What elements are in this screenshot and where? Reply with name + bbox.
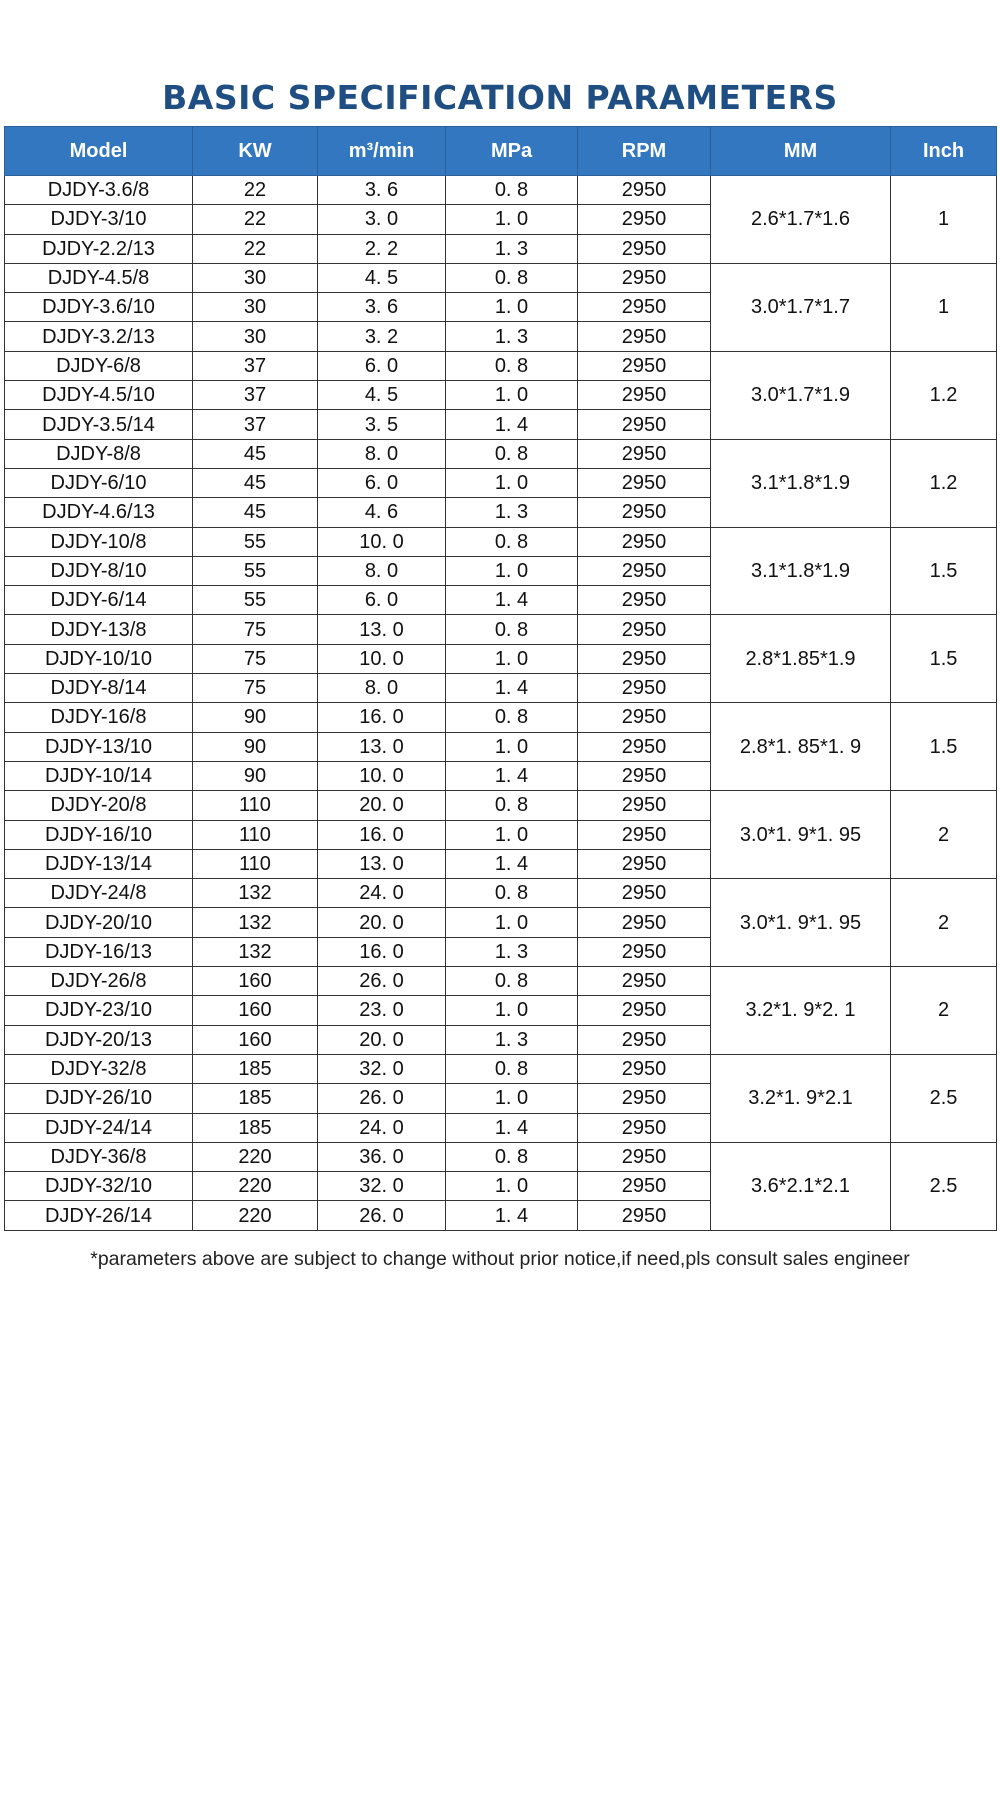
pressure-cell: 1. 3 bbox=[446, 498, 578, 527]
pressure-cell: 1. 4 bbox=[446, 761, 578, 790]
model-cell: DJDY-32/10 bbox=[5, 1172, 193, 1201]
model-cell: DJDY-16/8 bbox=[5, 703, 193, 732]
model-cell: DJDY-8/14 bbox=[5, 674, 193, 703]
model-cell: DJDY-32/8 bbox=[5, 1054, 193, 1083]
kw-cell: 160 bbox=[193, 1025, 318, 1054]
flow-cell: 20. 0 bbox=[318, 1025, 446, 1054]
model-cell: DJDY-3.6/10 bbox=[5, 293, 193, 322]
inch-cell: 2 bbox=[891, 879, 997, 967]
kw-cell: 110 bbox=[193, 849, 318, 878]
flow-cell: 13. 0 bbox=[318, 732, 446, 761]
rpm-cell: 2950 bbox=[578, 908, 711, 937]
inch-cell: 1.5 bbox=[891, 703, 997, 791]
pressure-cell: 0. 8 bbox=[446, 615, 578, 644]
kw-cell: 220 bbox=[193, 1172, 318, 1201]
pressure-cell: 1. 0 bbox=[446, 732, 578, 761]
header-row bbox=[5, 127, 997, 176]
flow-cell: 6. 0 bbox=[318, 586, 446, 615]
inch-cell: 1.5 bbox=[891, 615, 997, 703]
kw-cell: 132 bbox=[193, 937, 318, 966]
pressure-cell: 1. 0 bbox=[446, 1172, 578, 1201]
kw-cell: 160 bbox=[193, 967, 318, 996]
flow-cell: 13. 0 bbox=[318, 615, 446, 644]
table-row bbox=[5, 527, 997, 556]
mm-cell: 3.0*1.7*1.9 bbox=[711, 351, 891, 439]
kw-cell: 110 bbox=[193, 791, 318, 820]
kw-cell: 22 bbox=[193, 234, 318, 263]
rpm-cell: 2950 bbox=[578, 703, 711, 732]
rpm-cell: 2950 bbox=[578, 410, 711, 439]
table-row bbox=[5, 967, 997, 996]
flow-cell: 24. 0 bbox=[318, 1113, 446, 1142]
flow-cell: 6. 0 bbox=[318, 468, 446, 497]
rpm-cell: 2950 bbox=[578, 820, 711, 849]
flow-cell: 20. 0 bbox=[318, 791, 446, 820]
pressure-cell: 0. 8 bbox=[446, 527, 578, 556]
model-cell: DJDY-20/8 bbox=[5, 791, 193, 820]
pressure-cell: 0. 8 bbox=[446, 351, 578, 380]
rpm-cell: 2950 bbox=[578, 1084, 711, 1113]
kw-cell: 37 bbox=[193, 381, 318, 410]
rpm-cell: 2950 bbox=[578, 439, 711, 468]
pressure-cell: 1. 0 bbox=[446, 996, 578, 1025]
flow-cell: 32. 0 bbox=[318, 1054, 446, 1083]
header-model: Model bbox=[5, 127, 193, 176]
mm-cell: 3.1*1.8*1.9 bbox=[711, 527, 891, 615]
flow-cell: 26. 0 bbox=[318, 1084, 446, 1113]
mm-cell: 2.8*1. 85*1. 9 bbox=[711, 703, 891, 791]
inch-cell: 1.5 bbox=[891, 527, 997, 615]
flow-cell: 10. 0 bbox=[318, 761, 446, 790]
model-cell: DJDY-3.5/14 bbox=[5, 410, 193, 439]
model-cell: DJDY-20/10 bbox=[5, 908, 193, 937]
table-row bbox=[5, 1054, 997, 1083]
pressure-cell: 1. 4 bbox=[446, 586, 578, 615]
table-row bbox=[5, 263, 997, 292]
pressure-cell: 0. 8 bbox=[446, 1142, 578, 1171]
kw-cell: 45 bbox=[193, 498, 318, 527]
inch-cell: 2.5 bbox=[891, 1142, 997, 1230]
kw-cell: 22 bbox=[193, 176, 318, 205]
mm-cell: 2.6*1.7*1.6 bbox=[711, 176, 891, 264]
pressure-cell: 1. 0 bbox=[446, 205, 578, 234]
mm-cell: 3.6*2.1*2.1 bbox=[711, 1142, 891, 1230]
rpm-cell: 2950 bbox=[578, 322, 711, 351]
kw-cell: 220 bbox=[193, 1142, 318, 1171]
header-inch: Inch bbox=[891, 127, 997, 176]
footnote: *parameters above are subject to change without prior notice,if need,pls consult sales engineer bbox=[90, 1248, 910, 1270]
flow-cell: 4. 5 bbox=[318, 263, 446, 292]
pressure-cell: 1. 4 bbox=[446, 410, 578, 439]
model-cell: DJDY-4.5/10 bbox=[5, 381, 193, 410]
model-cell: DJDY-36/8 bbox=[5, 1142, 193, 1171]
model-cell: DJDY-26/10 bbox=[5, 1084, 193, 1113]
rpm-cell: 2950 bbox=[578, 205, 711, 234]
flow-cell: 2. 2 bbox=[318, 234, 446, 263]
rpm-cell: 2950 bbox=[578, 879, 711, 908]
rpm-cell: 2950 bbox=[578, 556, 711, 585]
model-cell: DJDY-13/14 bbox=[5, 849, 193, 878]
mm-cell: 3.2*1. 9*2. 1 bbox=[711, 967, 891, 1055]
spec-table bbox=[4, 126, 997, 1231]
inch-cell: 1 bbox=[891, 263, 997, 351]
flow-cell: 16. 0 bbox=[318, 937, 446, 966]
flow-cell: 8. 0 bbox=[318, 556, 446, 585]
table-row bbox=[5, 703, 997, 732]
kw-cell: 185 bbox=[193, 1084, 318, 1113]
header-kw: KW bbox=[193, 127, 318, 176]
pressure-cell: 0. 8 bbox=[446, 263, 578, 292]
model-cell: DJDY-8/10 bbox=[5, 556, 193, 585]
table-row bbox=[5, 176, 997, 205]
rpm-cell: 2950 bbox=[578, 996, 711, 1025]
flow-cell: 3. 0 bbox=[318, 205, 446, 234]
pressure-cell: 0. 8 bbox=[446, 967, 578, 996]
kw-cell: 37 bbox=[193, 351, 318, 380]
model-cell: DJDY-26/14 bbox=[5, 1201, 193, 1230]
model-cell: DJDY-23/10 bbox=[5, 996, 193, 1025]
inch-cell: 1 bbox=[891, 176, 997, 264]
rpm-cell: 2950 bbox=[578, 1201, 711, 1230]
kw-cell: 30 bbox=[193, 322, 318, 351]
rpm-cell: 2950 bbox=[578, 732, 711, 761]
spec-table-body bbox=[5, 176, 997, 1231]
kw-cell: 37 bbox=[193, 410, 318, 439]
kw-cell: 132 bbox=[193, 879, 318, 908]
rpm-cell: 2950 bbox=[578, 498, 711, 527]
flow-cell: 23. 0 bbox=[318, 996, 446, 1025]
pressure-cell: 1. 0 bbox=[446, 820, 578, 849]
kw-cell: 45 bbox=[193, 468, 318, 497]
table-row bbox=[5, 1142, 997, 1171]
table-row bbox=[5, 791, 997, 820]
kw-cell: 90 bbox=[193, 761, 318, 790]
rpm-cell: 2950 bbox=[578, 1113, 711, 1142]
flow-cell: 3. 5 bbox=[318, 410, 446, 439]
kw-cell: 55 bbox=[193, 556, 318, 585]
model-cell: DJDY-20/13 bbox=[5, 1025, 193, 1054]
pressure-cell: 0. 8 bbox=[446, 791, 578, 820]
model-cell: DJDY-13/10 bbox=[5, 732, 193, 761]
rpm-cell: 2950 bbox=[578, 351, 711, 380]
pressure-cell: 1. 3 bbox=[446, 1025, 578, 1054]
rpm-cell: 2950 bbox=[578, 791, 711, 820]
table-row bbox=[5, 351, 997, 380]
kw-cell: 45 bbox=[193, 439, 318, 468]
inch-cell: 1.2 bbox=[891, 439, 997, 527]
pressure-cell: 1. 4 bbox=[446, 1113, 578, 1142]
rpm-cell: 2950 bbox=[578, 674, 711, 703]
kw-cell: 55 bbox=[193, 586, 318, 615]
pressure-cell: 1. 3 bbox=[446, 234, 578, 263]
model-cell: DJDY-10/14 bbox=[5, 761, 193, 790]
pressure-cell: 1. 4 bbox=[446, 674, 578, 703]
model-cell: DJDY-26/8 bbox=[5, 967, 193, 996]
mm-cell: 3.0*1. 9*1. 95 bbox=[711, 879, 891, 967]
rpm-cell: 2950 bbox=[578, 1172, 711, 1201]
pressure-cell: 1. 3 bbox=[446, 322, 578, 351]
flow-cell: 8. 0 bbox=[318, 439, 446, 468]
model-cell: DJDY-4.5/8 bbox=[5, 263, 193, 292]
flow-cell: 3. 6 bbox=[318, 293, 446, 322]
rpm-cell: 2950 bbox=[578, 468, 711, 497]
flow-cell: 16. 0 bbox=[318, 820, 446, 849]
pressure-cell: 1. 4 bbox=[446, 849, 578, 878]
pressure-cell: 1. 0 bbox=[446, 293, 578, 322]
model-cell: DJDY-3.6/8 bbox=[5, 176, 193, 205]
flow-cell: 32. 0 bbox=[318, 1172, 446, 1201]
rpm-cell: 2950 bbox=[578, 1054, 711, 1083]
mm-cell: 3.2*1. 9*2.1 bbox=[711, 1054, 891, 1142]
model-cell: DJDY-8/8 bbox=[5, 439, 193, 468]
inch-cell: 2 bbox=[891, 791, 997, 879]
rpm-cell: 2950 bbox=[578, 293, 711, 322]
model-cell: DJDY-6/8 bbox=[5, 351, 193, 380]
rpm-cell: 2950 bbox=[578, 1142, 711, 1171]
pressure-cell: 1. 3 bbox=[446, 937, 578, 966]
inch-cell: 2 bbox=[891, 967, 997, 1055]
model-cell: DJDY-6/14 bbox=[5, 586, 193, 615]
model-cell: DJDY-3.2/13 bbox=[5, 322, 193, 351]
model-cell: DJDY-10/8 bbox=[5, 527, 193, 556]
flow-cell: 24. 0 bbox=[318, 879, 446, 908]
flow-cell: 8. 0 bbox=[318, 674, 446, 703]
pressure-cell: 1. 0 bbox=[446, 1084, 578, 1113]
kw-cell: 90 bbox=[193, 703, 318, 732]
rpm-cell: 2950 bbox=[578, 527, 711, 556]
rpm-cell: 2950 bbox=[578, 234, 711, 263]
kw-cell: 110 bbox=[193, 820, 318, 849]
rpm-cell: 2950 bbox=[578, 761, 711, 790]
model-cell: DJDY-24/8 bbox=[5, 879, 193, 908]
kw-cell: 132 bbox=[193, 908, 318, 937]
flow-cell: 13. 0 bbox=[318, 849, 446, 878]
rpm-cell: 2950 bbox=[578, 615, 711, 644]
flow-cell: 10. 0 bbox=[318, 644, 446, 673]
rpm-cell: 2950 bbox=[578, 937, 711, 966]
model-cell: DJDY-10/10 bbox=[5, 644, 193, 673]
pressure-cell: 0. 8 bbox=[446, 879, 578, 908]
kw-cell: 185 bbox=[193, 1113, 318, 1142]
rpm-cell: 2950 bbox=[578, 176, 711, 205]
flow-cell: 6. 0 bbox=[318, 351, 446, 380]
mm-cell: 3.0*1. 9*1. 95 bbox=[711, 791, 891, 879]
mm-cell: 3.0*1.7*1.7 bbox=[711, 263, 891, 351]
kw-cell: 22 bbox=[193, 205, 318, 234]
flow-cell: 3. 6 bbox=[318, 176, 446, 205]
header-mm: MM bbox=[711, 127, 891, 176]
model-cell: DJDY-24/14 bbox=[5, 1113, 193, 1142]
kw-cell: 55 bbox=[193, 527, 318, 556]
header-flow: m³/min bbox=[318, 127, 446, 176]
kw-cell: 220 bbox=[193, 1201, 318, 1230]
pressure-cell: 1. 0 bbox=[446, 556, 578, 585]
table-row bbox=[5, 615, 997, 644]
flow-cell: 3. 2 bbox=[318, 322, 446, 351]
kw-cell: 185 bbox=[193, 1054, 318, 1083]
rpm-cell: 2950 bbox=[578, 381, 711, 410]
model-cell: DJDY-6/10 bbox=[5, 468, 193, 497]
rpm-cell: 2950 bbox=[578, 967, 711, 996]
kw-cell: 75 bbox=[193, 674, 318, 703]
model-cell: DJDY-16/10 bbox=[5, 820, 193, 849]
pressure-cell: 1. 0 bbox=[446, 908, 578, 937]
kw-cell: 160 bbox=[193, 996, 318, 1025]
rpm-cell: 2950 bbox=[578, 263, 711, 292]
pressure-cell: 1. 0 bbox=[446, 468, 578, 497]
kw-cell: 75 bbox=[193, 615, 318, 644]
model-cell: DJDY-4.6/13 bbox=[5, 498, 193, 527]
kw-cell: 30 bbox=[193, 293, 318, 322]
header-rpm: RPM bbox=[578, 127, 711, 176]
pressure-cell: 1. 0 bbox=[446, 381, 578, 410]
flow-cell: 20. 0 bbox=[318, 908, 446, 937]
inch-cell: 1.2 bbox=[891, 351, 997, 439]
rpm-cell: 2950 bbox=[578, 586, 711, 615]
mm-cell: 2.8*1.85*1.9 bbox=[711, 615, 891, 703]
header-pressure: MPa bbox=[446, 127, 578, 176]
pressure-cell: 1. 0 bbox=[446, 644, 578, 673]
pressure-cell: 0. 8 bbox=[446, 1054, 578, 1083]
rpm-cell: 2950 bbox=[578, 644, 711, 673]
page-title: BASIC SPECIFICATION PARAMETERS bbox=[162, 78, 838, 117]
flow-cell: 16. 0 bbox=[318, 703, 446, 732]
model-cell: DJDY-3/10 bbox=[5, 205, 193, 234]
model-cell: DJDY-2.2/13 bbox=[5, 234, 193, 263]
pressure-cell: 0. 8 bbox=[446, 176, 578, 205]
pressure-cell: 0. 8 bbox=[446, 439, 578, 468]
flow-cell: 36. 0 bbox=[318, 1142, 446, 1171]
flow-cell: 4. 5 bbox=[318, 381, 446, 410]
rpm-cell: 2950 bbox=[578, 1025, 711, 1054]
inch-cell: 2.5 bbox=[891, 1054, 997, 1142]
kw-cell: 30 bbox=[193, 263, 318, 292]
kw-cell: 90 bbox=[193, 732, 318, 761]
model-cell: DJDY-16/13 bbox=[5, 937, 193, 966]
pressure-cell: 0. 8 bbox=[446, 703, 578, 732]
mm-cell: 3.1*1.8*1.9 bbox=[711, 439, 891, 527]
flow-cell: 26. 0 bbox=[318, 967, 446, 996]
pressure-cell: 1. 4 bbox=[446, 1201, 578, 1230]
model-cell: DJDY-13/8 bbox=[5, 615, 193, 644]
rpm-cell: 2950 bbox=[578, 849, 711, 878]
flow-cell: 10. 0 bbox=[318, 527, 446, 556]
kw-cell: 75 bbox=[193, 644, 318, 673]
table-row bbox=[5, 879, 997, 908]
flow-cell: 26. 0 bbox=[318, 1201, 446, 1230]
flow-cell: 4. 6 bbox=[318, 498, 446, 527]
table-row bbox=[5, 439, 997, 468]
